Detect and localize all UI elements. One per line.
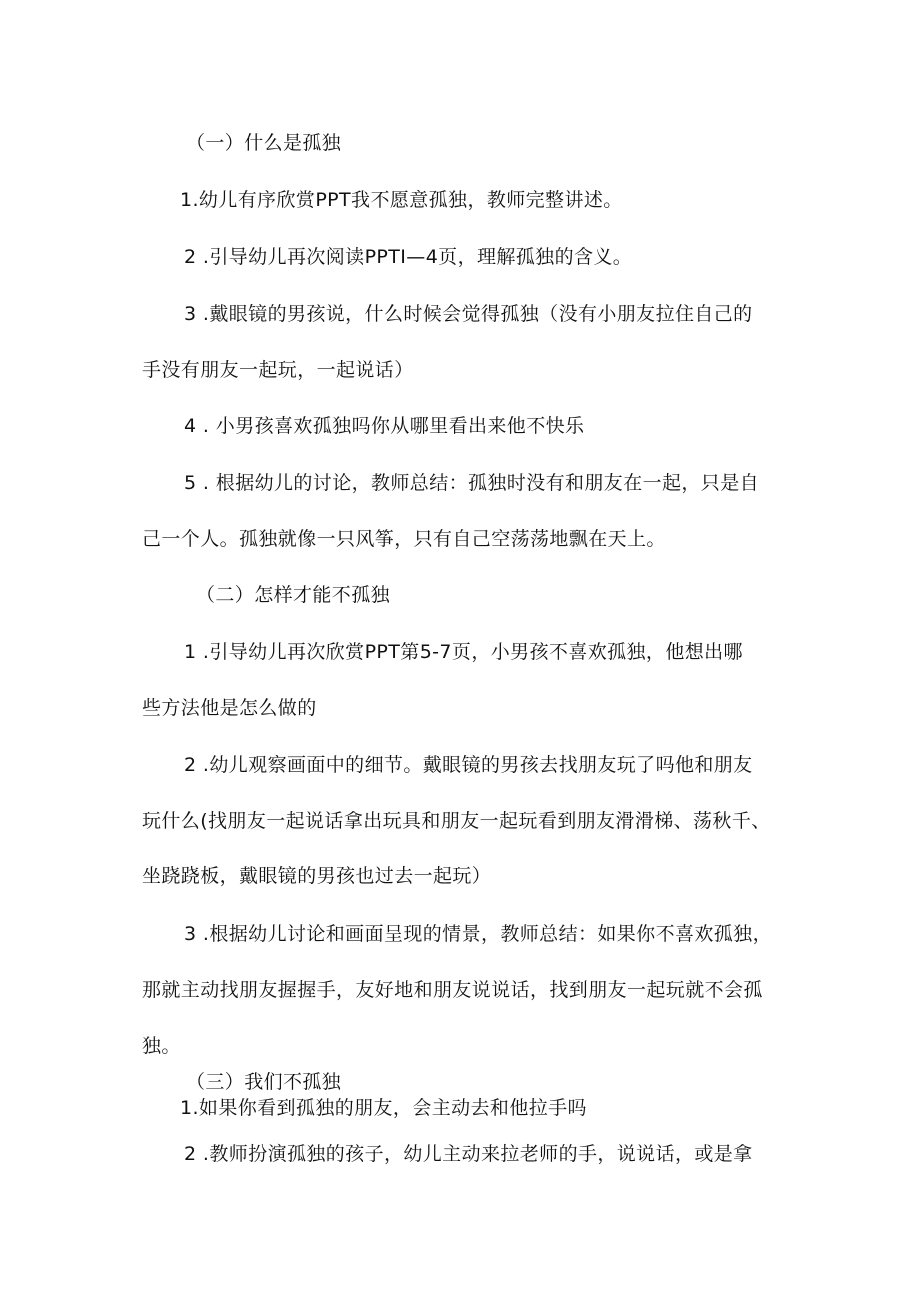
paragraph-line: 2 .幼儿观察画面中的细节。戴眼镜的男孩去找朋友玩了吗他和朋友 [184, 754, 753, 776]
paragraph-line: 坐跷跷板，戴眼镜的男孩也过去一起玩） [142, 865, 492, 887]
paragraph-line: 手没有朋友一起玩，一起说话） [142, 359, 414, 381]
paragraph-line: 那就主动找朋友握握手，友好地和朋友说说话，找到朋友一起玩就不会孤 [142, 979, 763, 1001]
paragraph-line: 2 .引导幼儿再次阅读PPTI—4页，理解孤独的含义。 [184, 246, 633, 268]
paragraph-line: 1.幼儿有序欣赏PPT我不愿意孤独，教师完整讲述。 [180, 189, 623, 211]
paragraph-line: 独。 [142, 1035, 181, 1057]
paragraph-line: 5 . 根据幼儿的讨论，教师总结：孤独时没有和朋友在一起，只是自 [184, 472, 760, 494]
paragraph-line: 3 .根据幼儿讨论和画面呈现的情景，教师总结：如果你不喜欢孤独， [184, 923, 772, 945]
section-heading-1: （一）什么是孤独 [186, 132, 342, 154]
paragraph-line: 4 . 小男孩喜欢孤独吗你从哪里看出来他不快乐 [184, 415, 585, 437]
paragraph-line: 些方法他是怎么做的 [142, 697, 317, 719]
section-heading-2: （二）怎样才能不孤独 [196, 584, 391, 606]
paragraph-line: 3 .戴眼镜的男孩说，什么时候会觉得孤独（没有小朋友拉住自己的 [184, 303, 753, 325]
paragraph-line: 1 .引导幼儿再次欣赏PPT第5-7页，小男孩不喜欢孤独，他想出哪 [184, 641, 743, 663]
section-heading-3: （三）我们不孤独 [186, 1071, 342, 1093]
paragraph-line: 1.如果你看到孤独的朋友，会主动去和他拉手吗 [180, 1097, 587, 1119]
paragraph-line: 玩什么(找朋友一起说话拿出玩具和朋友一起玩看到朋友滑滑梯、荡秋千、 [142, 810, 771, 832]
paragraph-line: 2 .教师扮演孤独的孩子，幼儿主动来拉老师的手，说说话，或是拿 [184, 1143, 753, 1165]
paragraph-line: 己一个人。孤独就像一只风筝，只有自己空荡荡地飘在天上。 [142, 528, 666, 550]
